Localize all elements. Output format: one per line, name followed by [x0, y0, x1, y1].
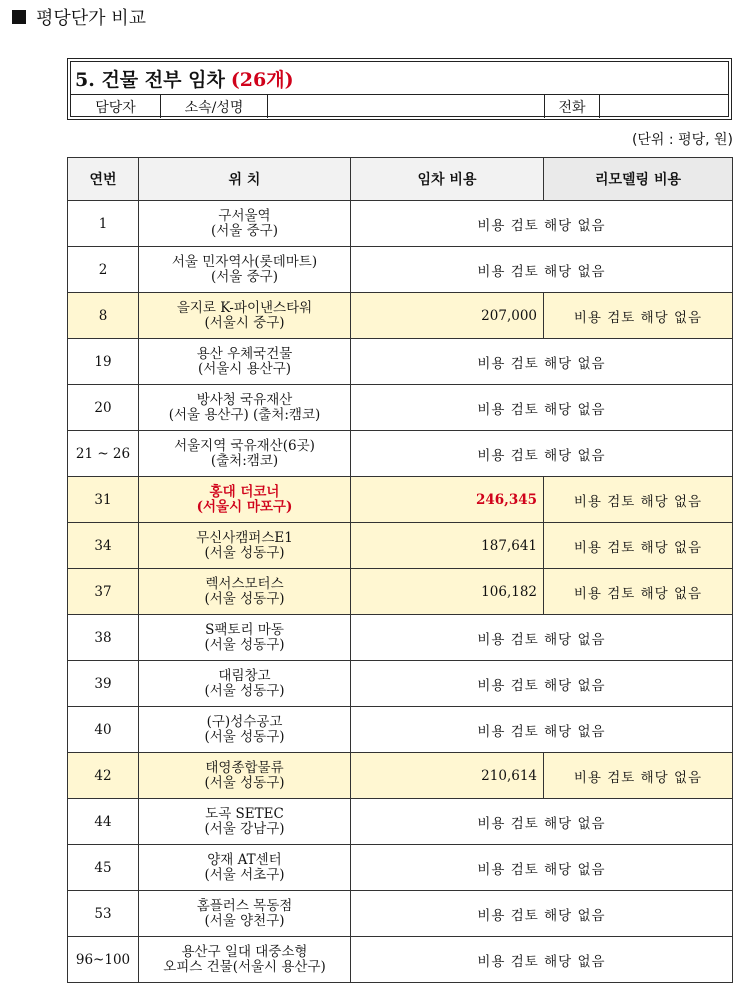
location-name: 양재 AT센터 [207, 851, 282, 868]
cost-not-applicable: 비용 검토 해당 없음 [351, 845, 733, 891]
table-row [68, 799, 733, 845]
table-row [68, 385, 733, 431]
row-location [139, 247, 351, 293]
table-row [68, 661, 733, 707]
section-heading-text: 평당단가 비교 [36, 8, 147, 29]
cost-not-applicable: 비용 검토 해당 없음 [351, 615, 733, 661]
location-district: (서울 성동구) [204, 544, 285, 561]
row-location [139, 339, 351, 385]
row-number: 20 [68, 385, 139, 431]
cost-not-applicable: 비용 검토 해당 없음 [351, 201, 733, 247]
row-location [139, 937, 351, 983]
row-location [139, 615, 351, 661]
header-remodel: 리모델링 비용 [544, 158, 733, 201]
rent-cost: 246,345 [351, 477, 544, 523]
row-location [139, 477, 351, 523]
cost-not-applicable: 비용 검토 해당 없음 [351, 385, 733, 431]
row-location [139, 845, 351, 891]
location-district: (서울 성동구) [204, 728, 285, 745]
location-district: (서울 성동구) [204, 682, 285, 699]
row-number: 37 [68, 569, 139, 615]
table-row [68, 431, 733, 477]
location-name: 서울지역 국유재산(6곳) [174, 437, 315, 454]
row-location [139, 707, 351, 753]
contact-row [71, 95, 728, 118]
remodel-cost: 비용 검토 해당 없음 [544, 477, 733, 523]
phone-value[interactable] [600, 95, 728, 118]
table-row [68, 845, 733, 891]
cost-not-applicable: 비용 검토 해당 없음 [351, 339, 733, 385]
row-number: 19 [68, 339, 139, 385]
location-name: 무신사캠퍼스E1 [196, 529, 293, 546]
location-name: 을지로 K-파이낸스타워 [176, 299, 313, 316]
location-district: (서울 용산구) (출처:캠코) [168, 406, 321, 423]
table-body [68, 201, 733, 983]
row-number: 2 [68, 247, 139, 293]
cost-not-applicable: 비용 검토 해당 없음 [351, 431, 733, 477]
table-row [68, 753, 733, 799]
location-name: 도곡 SETEC [205, 805, 284, 822]
row-location [139, 891, 351, 937]
table-row [68, 339, 733, 385]
location-district: (서울시 중구) [204, 314, 285, 331]
row-number: 42 [68, 753, 139, 799]
row-location [139, 385, 351, 431]
row-number: 31 [68, 477, 139, 523]
table-header-row [68, 158, 733, 201]
rent-cost: 210,614 [351, 753, 544, 799]
location-name: 렉서스모터스 [205, 575, 284, 592]
remodel-cost: 비용 검토 해당 없음 [544, 569, 733, 615]
row-location [139, 661, 351, 707]
affiliation-label: 소속/성명 [161, 95, 268, 118]
location-district: (서울시 용산구) [197, 360, 292, 377]
location-district: (서울 중구) [211, 268, 278, 285]
rent-cost: 207,000 [351, 293, 544, 339]
location-name: (구)성수공고 [206, 713, 283, 730]
table-row [68, 201, 733, 247]
row-number: 21 ~ 26 [68, 431, 139, 477]
row-number: 40 [68, 707, 139, 753]
remodel-cost: 비용 검토 해당 없음 [544, 753, 733, 799]
row-location [139, 523, 351, 569]
cost-not-applicable: 비용 검토 해당 없음 [351, 247, 733, 293]
header-rent: 임차 비용 [351, 158, 544, 201]
location-name: 용산 우체국건물 [196, 345, 293, 362]
manager-label: 담당자 [71, 95, 161, 118]
square-bullet-icon [12, 10, 26, 24]
location-name: 구서울역 [218, 207, 271, 224]
remodel-cost: 비용 검토 해당 없음 [544, 523, 733, 569]
rent-cost: 106,182 [351, 569, 544, 615]
location-district: (서울 성동구) [204, 636, 285, 653]
row-number: 1 [68, 201, 139, 247]
row-number: 96~100 [68, 937, 139, 983]
title-row [71, 62, 728, 95]
cost-not-applicable: 비용 검토 해당 없음 [351, 661, 733, 707]
cost-not-applicable: 비용 검토 해당 없음 [351, 937, 733, 983]
table-row [68, 937, 733, 983]
row-number: 44 [68, 799, 139, 845]
cost-not-applicable: 비용 검토 해당 없음 [351, 799, 733, 845]
affiliation-value[interactable] [268, 95, 545, 118]
row-number: 8 [68, 293, 139, 339]
section-title: 5. 건물 전부 임차 [75, 68, 225, 91]
header-location: 위 치 [139, 158, 351, 201]
row-number: 39 [68, 661, 139, 707]
title-box [67, 58, 732, 120]
section-heading [12, 4, 146, 30]
row-location [139, 293, 351, 339]
table-row [68, 891, 733, 937]
row-number: 53 [68, 891, 139, 937]
location-name: 용산구 일대 대중소형 [181, 943, 308, 960]
row-location [139, 753, 351, 799]
row-location [139, 569, 351, 615]
location-name: 홍대 더코너 [209, 483, 280, 500]
remodel-cost: 비용 검토 해당 없음 [544, 293, 733, 339]
header-no: 연번 [68, 158, 139, 201]
location-district: (서울 서초구) [204, 866, 285, 883]
cost-not-applicable: 비용 검토 해당 없음 [351, 707, 733, 753]
location-name: 방사청 국유재산 [196, 391, 293, 408]
table-row [68, 569, 733, 615]
row-number: 45 [68, 845, 139, 891]
location-district: (서울 중구) [211, 222, 278, 239]
cost-not-applicable: 비용 검토 해당 없음 [351, 891, 733, 937]
rent-cost: 187,641 [351, 523, 544, 569]
unit-note: (단위 : 평당, 원) [631, 132, 733, 148]
location-name: 대림창고 [218, 667, 271, 684]
row-number: 34 [68, 523, 139, 569]
row-location [139, 201, 351, 247]
location-district: (출처:캠코) [210, 452, 279, 469]
table-row [68, 615, 733, 661]
location-district: (서울 성동구) [204, 590, 285, 607]
table-row [68, 293, 733, 339]
cost-table [67, 157, 733, 983]
item-count: (26개) [230, 68, 294, 91]
location-district: (서울 성동구) [204, 774, 285, 791]
location-name: 태영종합물류 [205, 759, 284, 776]
location-district: (서울시 마포구) [196, 498, 293, 515]
phone-label: 전화 [545, 95, 600, 118]
table-row [68, 247, 733, 293]
location-name: 서울 민자역사(롯데마트) [171, 253, 318, 270]
row-number: 38 [68, 615, 139, 661]
location-district: (서울 강남구) [204, 820, 285, 837]
row-location [139, 431, 351, 477]
table-row [68, 477, 733, 523]
table-row [68, 523, 733, 569]
location-district: 오피스 건물(서울시 용산구) [163, 958, 326, 975]
location-name: 홈플러스 목동점 [196, 897, 293, 914]
location-district: (서울 양천구) [204, 912, 285, 929]
table-row [68, 707, 733, 753]
location-name: S팩토리 마동 [205, 621, 284, 638]
row-location [139, 799, 351, 845]
